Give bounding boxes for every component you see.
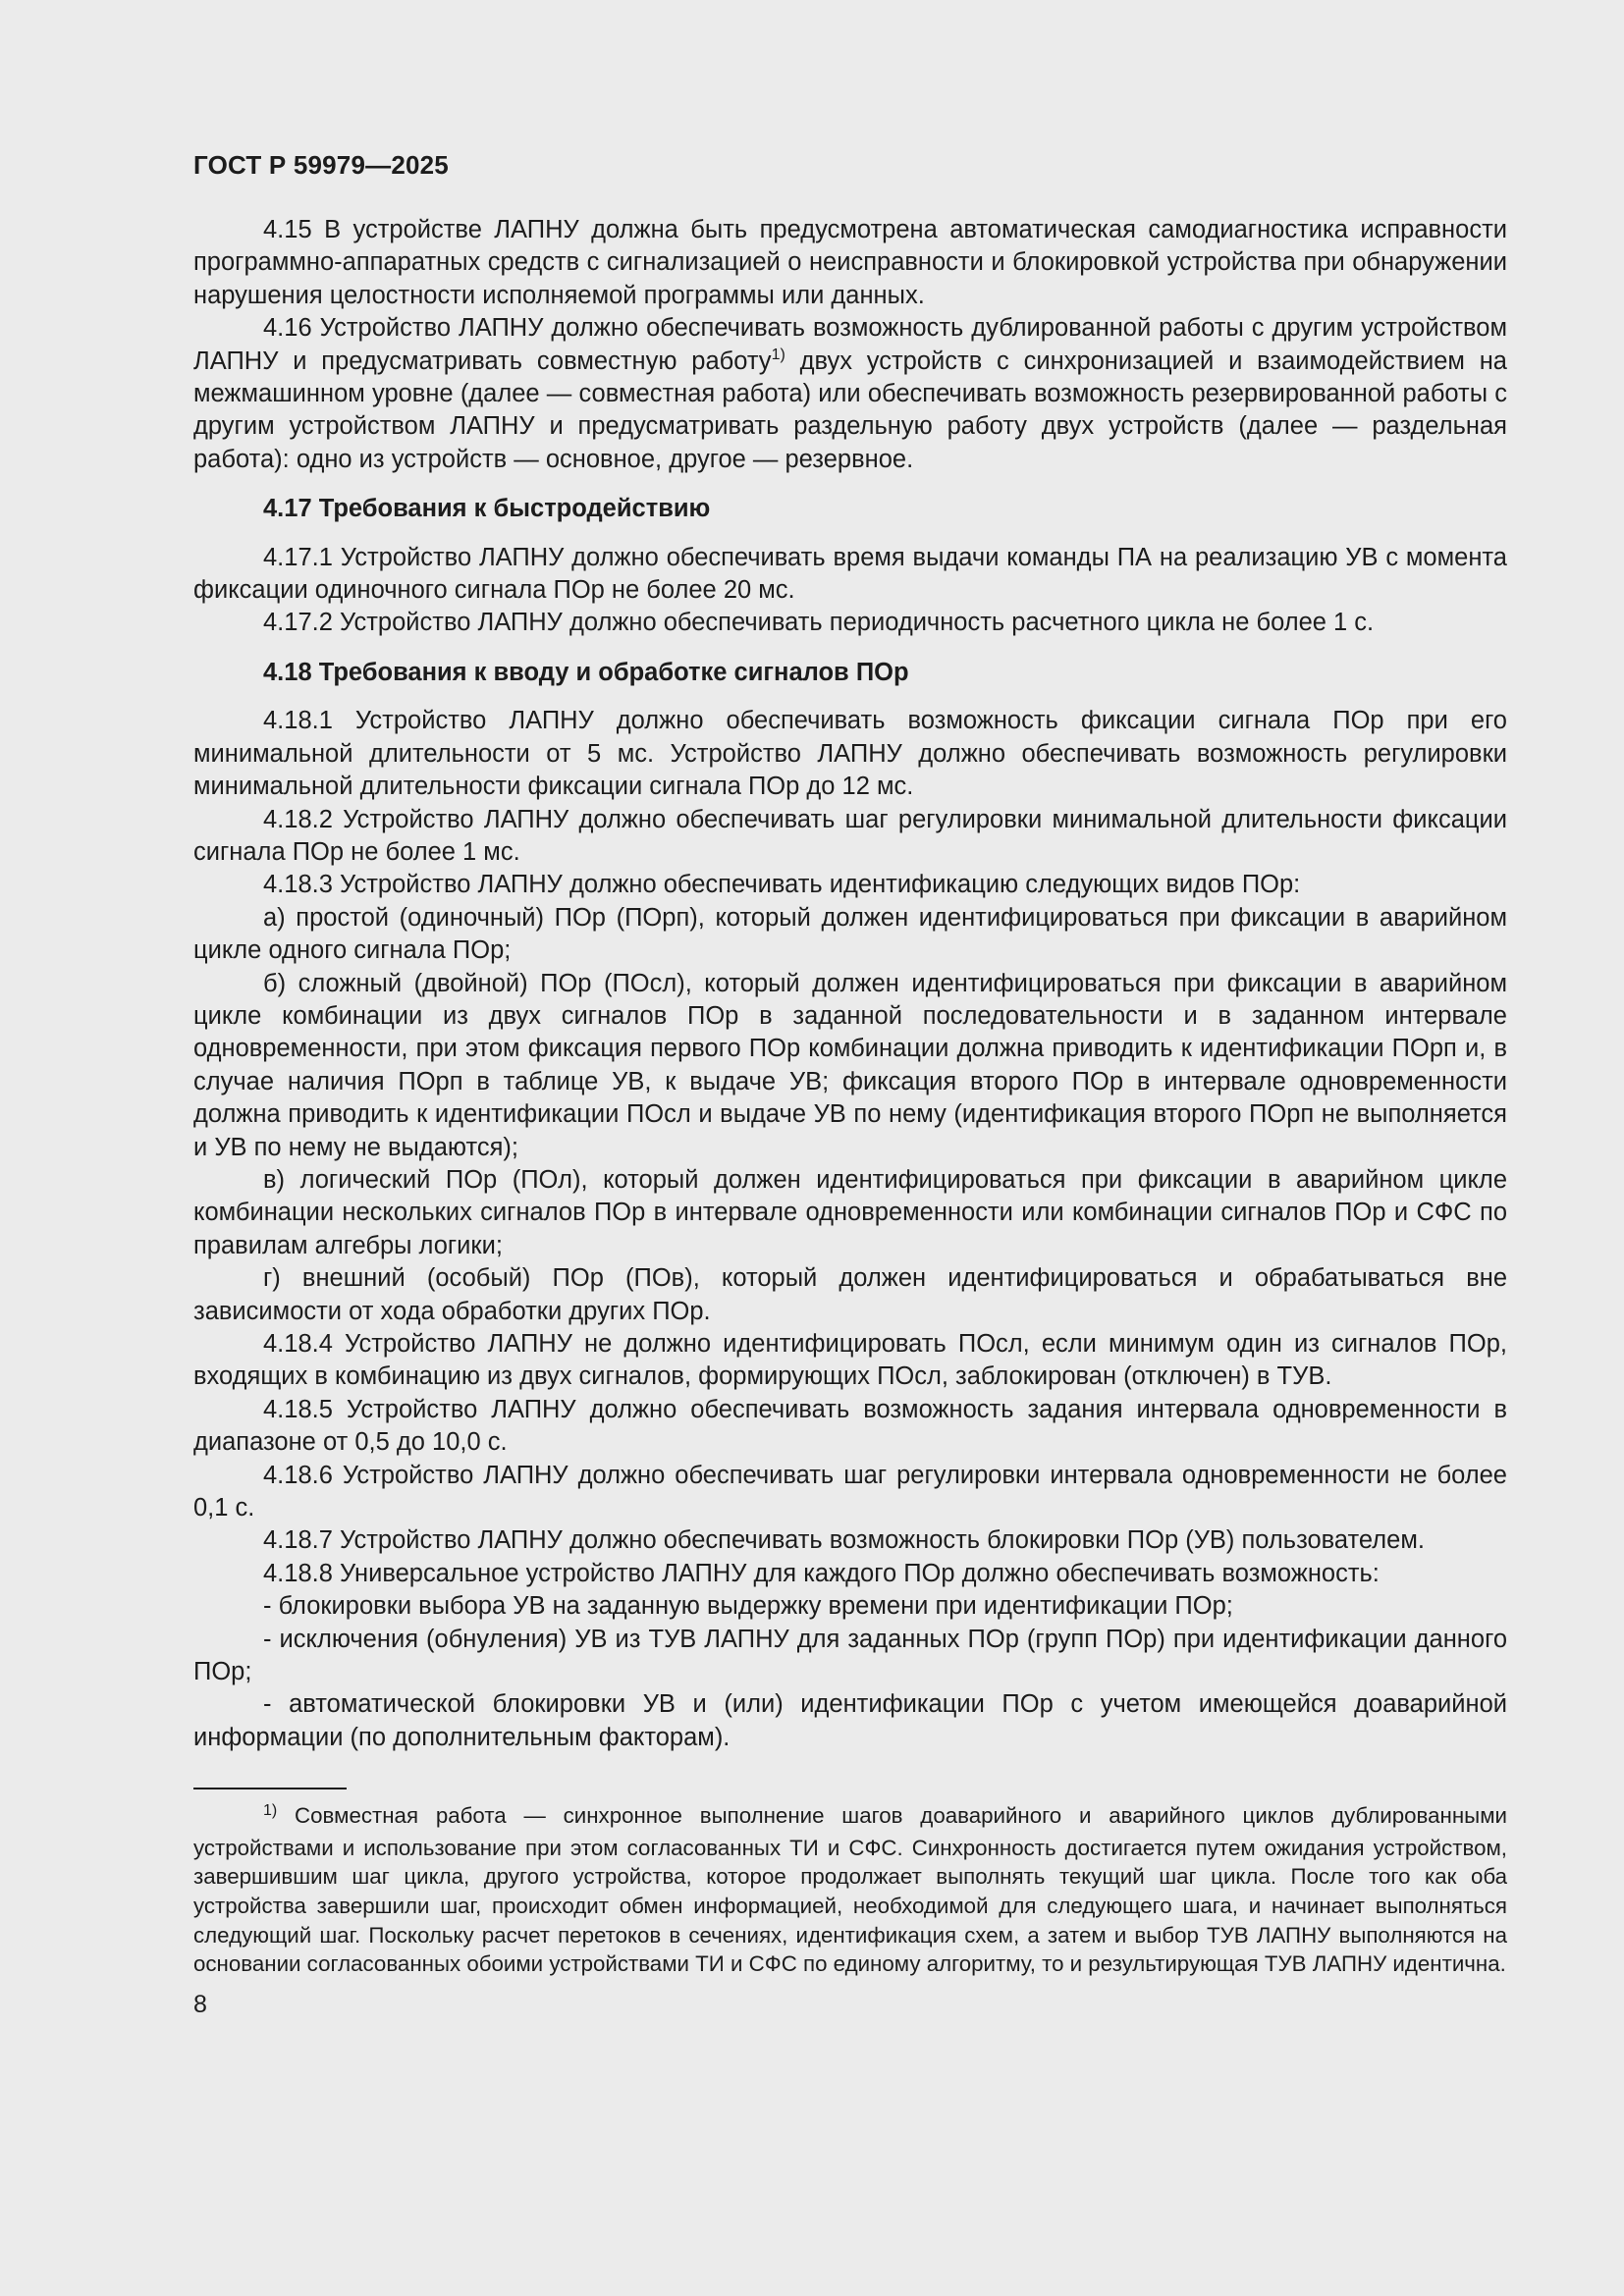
paragraph-4-17-1: 4.17.1 Устройство ЛАПНУ должно обеспечивать время выдачи команды ПА на реализацию УВ с момента фиксации одиночного сигнала ПОр не более 20 мс. bbox=[193, 543, 1507, 605]
list-item-a: а) простой (одиночный) ПОр (ПОрп), который должен идентифицироваться при фиксации в аварийном цикле одного сигнала ПОр; bbox=[193, 903, 1507, 965]
section-heading-4-17: 4.17 Требования к быстродействию bbox=[263, 495, 711, 523]
footnote-text: Совместная работа — синхронное выполнение шагов доаварийного и аварийного циклов дублированными устройствами и использование при этом согласованных ТИ и СФС. Синхронность достигается путем ожидания устройством, завершившим шаг цикла, другого устройства, которое продолжает выполнять текущий шаг цикла. После того как оба устройства завершили шаг, происходит обмен информацией, необходимой для следующего шага, и начинает выполняться следующий шаг. Поскольку расчет перетоков в сечениях, идентификация схем, а затем и выбор ТУВ ЛАПНУ выполняются на основании согласованных обоими устройствами ТИ и СФС по единому алгоритму, то и результирующая ТУВ ЛАПНУ идентична. bbox=[193, 1803, 1507, 1977]
page-number: 8 bbox=[193, 1990, 207, 2018]
paragraph-4-17-2: 4.17.2 Устройство ЛАПНУ должно обеспечивать периодичность расчетного цикла не более 1 с. bbox=[263, 609, 1375, 637]
dash-item-2: - исключения (обнуления) УВ из ТУВ ЛАПНУ для заданных ПОр (групп ПОр) при идентификации данного ПОр; bbox=[193, 1625, 1507, 1686]
document-page bbox=[193, 147, 1507, 2020]
paragraph-4-18-4: 4.18.4 Устройство ЛАПНУ не должно идентифицировать ПОсл, если минимум один из сигналов ПОр, входящих в комбинацию из двух сигналов, формирующих ПОсл, заблокирован (отключен) в ТУВ. bbox=[193, 1330, 1507, 1391]
list-item-g: г) внешний (особый) ПОр (ПОв), который должен идентифицироваться и обрабатываться вне зависимости от хода обработки других ПОр. bbox=[193, 1264, 1507, 1325]
paragraph-4-18-7: 4.18.7 Устройство ЛАПНУ должно обеспечивать возможность блокировки ПОр (УВ) пользователем. bbox=[263, 1526, 1425, 1555]
paragraph-4-16-text-b: двух устройств с синхронизацией и взаимодействием на межмашинном уровне (далее — совместная работа) или обеспечивать возможность резервированной работы с другим устройством ЛАПНУ и предусматривать раздельную работу двух устройств (далее — раздельная работа): одно из устройств — основное, другое — резервное. bbox=[193, 347, 1507, 473]
dash-item-1: - блокировки выбора УВ на заданную выдержку времени при идентификации ПОр; bbox=[263, 1592, 1233, 1621]
footnote-divider bbox=[193, 1788, 347, 1789]
paragraph-4-18-1: 4.18.1 Устройство ЛАПНУ должно обеспечивать возможность фиксации сигнала ПОр при его минимальной длительности от 5 мс. Устройство ЛАПНУ должно обеспечивать возможность регулировки минимальной длительности фиксации сигнала ПОр до 12 мс. bbox=[193, 707, 1507, 801]
paragraph-4-18-5: 4.18.5 Устройство ЛАПНУ должно обеспечивать возможность задания интервала одновременности в диапазоне от 0,5 до 10,0 с. bbox=[193, 1395, 1507, 1457]
standard-header: ГОСТ Р 59979—2025 bbox=[193, 150, 449, 180]
paragraph-4-18-2: 4.18.2 Устройство ЛАПНУ должно обеспечивать шаг регулировки минимальной длительности фиксации сигнала ПОр не более 1 мс. bbox=[193, 805, 1507, 866]
paragraph-4-18-6: 4.18.6 Устройство ЛАПНУ должно обеспечивать шаг регулировки интервала одновременности не более 0,1 с. bbox=[193, 1461, 1507, 1522]
section-heading-4-18: 4.18 Требования к вводу и обработке сигналов ПОр bbox=[263, 658, 909, 686]
footnote-mark: 1) bbox=[263, 1802, 278, 1820]
footnote-reference: 1) bbox=[771, 346, 785, 363]
paragraph-4-15: 4.15 В устройстве ЛАПНУ должна быть предусмотрена автоматическая самодиагностика исправности программно-аппаратных средств с сигнализацией о неисправности и блокировкой устройства при обнаружении нарушения целостности исполняемой программы или данных. bbox=[193, 216, 1507, 309]
footnote bbox=[193, 1801, 1507, 1979]
paragraph-4-16-text-a: 4.16 Устройство ЛАПНУ должно обеспечивать возможность дублированной работы с другим устройством ЛАПНУ и предусматривать совместную работу bbox=[193, 314, 1507, 375]
dash-item-3: - автоматической блокировки УВ и (или) идентификации ПОр с учетом имеющейся доаварийной информации (по дополнительным факторам). bbox=[193, 1690, 1507, 1751]
paragraph-4-18-8: 4.18.8 Универсальное устройство ЛАПНУ для каждого ПОр должно обеспечивать возможность: bbox=[263, 1559, 1380, 1587]
paragraph-4-16 bbox=[193, 312, 1507, 476]
list-item-b: б) сложный (двойной) ПОр (ПОсл), который должен идентифицироваться при фиксации в аварийном цикле комбинации из двух сигналов ПОр в заданной последовательности и в заданном интервале одновременности, при этом фиксация первого ПОр комбинации должна приводить к идентификации ПОрп и, в случае наличия ПОрп в таблице УВ, к выдаче УВ; фиксация второго ПОр в интервале одновременности должна приводить к идентификации ПОсл и выдаче УВ по нему (идентификация второго ПОрп не выполняется и УВ по нему не выдаются); bbox=[193, 969, 1507, 1161]
paragraph-4-18-3: 4.18.3 Устройство ЛАПНУ должно обеспечивать идентификацию следующих видов ПОр: bbox=[263, 871, 1301, 899]
list-item-v: в) логический ПОр (ПОл), который должен идентифицироваться при фиксации в аварийном цикле комбинации нескольких сигналов ПОр в интервале одновременности или комбинации сигналов ПОр и СФС по правилам алгебры логики; bbox=[193, 1165, 1507, 1259]
